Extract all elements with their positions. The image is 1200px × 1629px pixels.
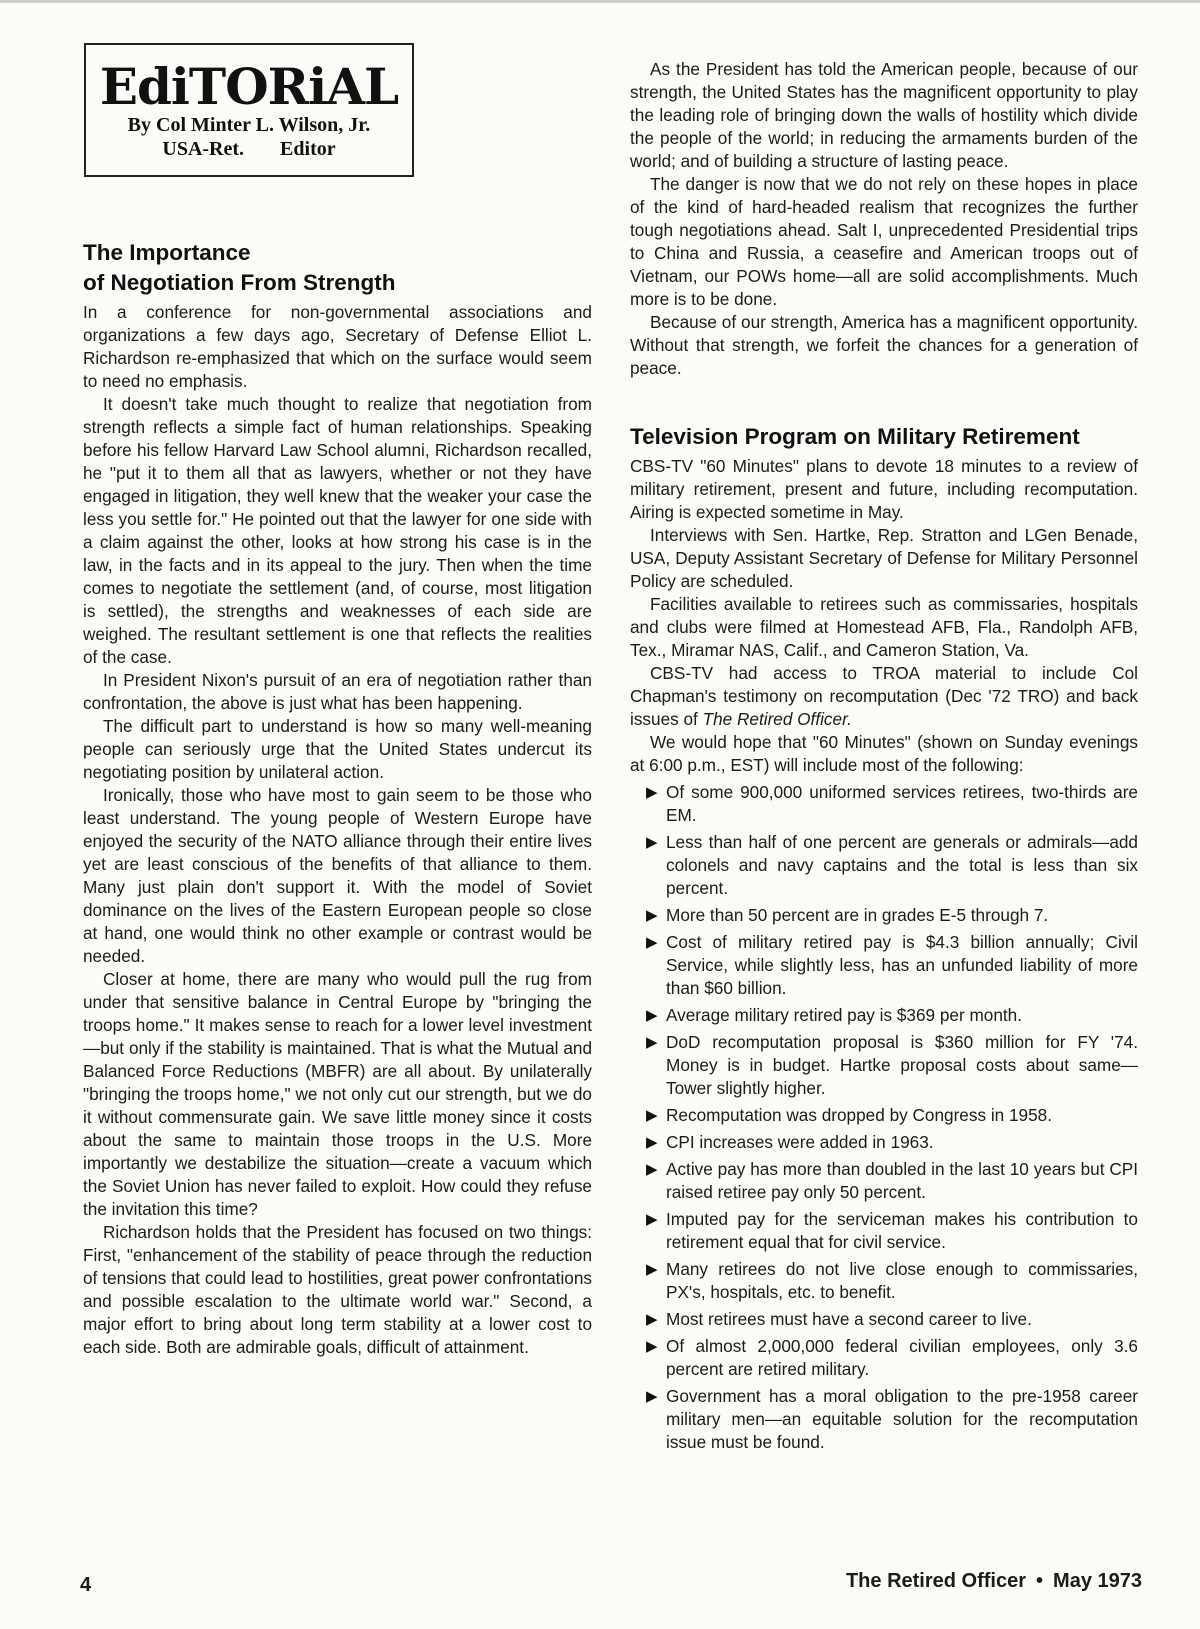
masthead-title: EdiTORiAL <box>99 57 399 116</box>
arrow-bullet-icon: ▶ <box>646 1134 658 1151</box>
list-item <box>646 1258 1138 1304</box>
list-item <box>646 831 1138 900</box>
list-item-text: Cost of military retired pay is $4.3 billion annually; Civil Service, while slightly less, has an unfunded liability of more than $60 billion. <box>666 932 1138 998</box>
list-item <box>646 904 1138 927</box>
list-item <box>646 1131 1138 1154</box>
access-text: CBS-TV had access to TROA material to include Col Chapman's testimony on recomputation (Dec '72 TRO) and back issues of <box>630 663 1138 729</box>
footer-separator: • <box>1036 1570 1044 1592</box>
footer-date: May 1973 <box>1053 1570 1142 1592</box>
masthead-rank: USA-Ret. <box>162 138 245 160</box>
article-paragraph: As the President has told the American people, because of our strength, the United States has the magnificent opportunity to play the leading role of bringing down the walls of hostility which divide the people of the world; in reducing the armaments burden of the world; and of building a structure of lasting peace. <box>630 59 1138 171</box>
article-television-title: Television Program on Military Retirement <box>630 424 1080 449</box>
article-paragraph: Ironically, those who have most to gain seem to be those who least understand. The young people of Western Europe have enjoyed the security of the NATO alliance through their entire lives yet are least conscious of the benefits of that alliance to them. Many just plain don't support it. With the model of Soviet dominance on the lives of the Eastern European people so close at hand, one would think no other example or contrast would be needed. <box>83 785 592 966</box>
arrow-bullet-icon: ▶ <box>646 834 658 851</box>
article-paragraph: CBS-TV "60 Minutes" plans to devote 18 minutes to a review of military retirement, present and future, including recomputation. Airing is expected sometime in May. <box>630 456 1138 522</box>
arrow-bullet-icon: ▶ <box>646 1261 658 1278</box>
list-item-text: Of almost 2,000,000 federal civilian employees, only 3.6 percent are retired military. <box>666 1336 1138 1379</box>
list-item-text: Most retirees must have a second career to live. <box>666 1309 1032 1329</box>
arrow-bullet-icon: ▶ <box>646 1107 658 1124</box>
article-paragraph: The danger is now that we do not rely on these hopes in place of the kind of hard-headed realism that recognizes the further tough negotiations ahead. Salt I, unprecedented Presidential trips to China and Russia, a ceasefire and American troops out of Vietnam, our POWs home—all are solid accomplishments. Much more is to be done. <box>630 174 1138 309</box>
right-column <box>630 58 1138 1458</box>
arrow-bullet-icon: ▶ <box>646 1388 658 1405</box>
list-item-text: CPI increases were added in 1963. <box>666 1132 934 1152</box>
arrow-bullet-icon: ▶ <box>646 1034 658 1051</box>
list-item-text: Average military retired pay is $369 per month. <box>666 1005 1023 1025</box>
editorial-masthead <box>84 43 414 177</box>
publication-italic: The Retired Officer. <box>702 709 852 729</box>
article-paragraph: We would hope that "60 Minutes" (shown on Sunday evenings at 6:00 p.m., EST) will include most of the following: <box>630 732 1138 775</box>
article-title-line-1: The Importance <box>83 240 251 265</box>
arrow-bullet-icon: ▶ <box>646 784 658 801</box>
arrow-bullet-icon: ▶ <box>646 934 658 951</box>
list-item-text: Of some 900,000 uniformed services retirees, two-thirds are EM. <box>666 782 1138 825</box>
arrow-bullet-icon: ▶ <box>646 1211 658 1228</box>
article-paragraph: It doesn't take much thought to realize that negotiation from strength reflects a simple fact of human relationships. Speaking before his fellow Harvard Law School alumni, Richardson recalled, he "put it to them all that as lawyers, whether or not they have engaged in litigation, they well knew that the weaker your case the less you settle for." He pointed out that the lawyer for one side with a claim against the other, looks at how strong his case is in the law, in the facts and in its appeal to the jury. Then when the time comes to negotiate the settlement (and, of course, most litigation is settled), the strengths and weaknesses of each side are weighed. The resultant settlement is one that reflects the realities of the case. <box>83 394 592 667</box>
list-item-text: Imputed pay for the serviceman makes his contribution to retirement equal that for civil service. <box>666 1209 1138 1252</box>
page-number: 4 <box>80 1574 92 1596</box>
facts-bullet-list <box>630 781 1138 1454</box>
footer-publication-line <box>802 1570 1142 1593</box>
list-item <box>646 1385 1138 1454</box>
list-item-text: More than 50 percent are in grades E-5 through 7. <box>666 905 1049 925</box>
list-item-text: Active pay has more than doubled in the last 10 years but CPI raised retiree pay only 50 percent. <box>666 1159 1138 1202</box>
footer-publication: The Retired Officer <box>845 1570 1027 1592</box>
list-item <box>646 1308 1138 1331</box>
article-paragraph: The difficult part to understand is how so many well-meaning people can seriously urge that the United States undercut its negotiating position by unilateral action. <box>83 716 592 782</box>
article-negotiation-column-left <box>83 238 592 1359</box>
arrow-bullet-icon: ▶ <box>646 907 658 924</box>
arrow-bullet-icon: ▶ <box>646 1007 658 1024</box>
list-item <box>646 1031 1138 1100</box>
article-paragraph <box>630 662 1138 731</box>
article-paragraph: In a conference for non-governmental associations and organizations a few days ago, Secretary of Defense Elliot L. Richardson re-emphasized that which on the surface would seem to need no emphasis. <box>83 302 592 391</box>
list-item <box>646 781 1138 827</box>
article-paragraph: Facilities available to retirees such as commissaries, hospitals and clubs were filmed at Homestead AFB, Fla., Randolph AFB, Tex., Miramar NAS, Calif., and Cameron Station, Va. <box>630 594 1138 660</box>
article-paragraph: Closer at home, there are many who would pull the rug from under that sensitive balance in Central Europe by "bringing the troops home." It makes sense to reach for a lower level investment—but only if the stability is maintained. That is what the Mutual and Balanced Force Reductions (MBFR) are all about. By unilaterally "bringing the troops home," we not only cut our strength, but we do it without commensurate gain. We save little money since it costs about the same to maintain those troops in the U.S. More importantly we destabilize the situation—create a vacuum which the Soviet Union has never failed to exploit. How could they refuse the invitation this time? <box>83 969 592 1219</box>
article-paragraph: Richardson holds that the President has focused on two things: First, "enhancement of the stability of peace through the reduction of tensions that could lead to hostilities, great power confrontations and possible escalation to the ultimate world war." Second, a major effort to bring about long term stability at a lower cost to each side. Both are admirable goals, difficult of attainment. <box>83 1222 592 1357</box>
list-item-text: Less than half of one percent are generals or admirals—add colonels and navy captains and the total is less than six percent. <box>666 832 1138 898</box>
masthead-editor: Editor <box>280 138 336 160</box>
article-negotiation-title <box>83 238 592 298</box>
list-item-text: Recomputation was dropped by Congress in 1958. <box>666 1105 1052 1125</box>
list-item-text: Many retirees do not live close enough to commissaries, PX's, hospitals, etc. to benefit. <box>666 1259 1138 1302</box>
article-title-line-2: of Negotiation From Strength <box>83 270 396 295</box>
page-top-rule <box>0 0 1200 3</box>
list-item <box>646 1104 1138 1127</box>
article-paragraph: Because of our strength, America has a magnificent opportunity. Without that strength, we forfeit the chances for a generation of peace. <box>630 312 1138 378</box>
list-item-text: Government has a moral obligation to the pre-1958 career military men—an equitable solution for the recomputation issue must be found. <box>666 1386 1138 1452</box>
list-item <box>646 931 1138 1000</box>
masthead-byline: By Col Minter L. Wilson, Jr. <box>127 114 371 136</box>
arrow-bullet-icon: ▶ <box>646 1338 658 1355</box>
list-item <box>646 1208 1138 1254</box>
article-paragraph: Interviews with Sen. Hartke, Rep. Stratton and LGen Benade, USA, Deputy Assistant Secretary of Defense for Military Personnel Policy are scheduled. <box>630 525 1138 591</box>
list-item <box>646 1335 1138 1381</box>
list-item <box>646 1004 1138 1027</box>
masthead-role-line <box>86 137 412 161</box>
list-item-text: DoD recomputation proposal is $360 million for FY '74. Money is in budget. Hartke proposal costs about same—Tower slightly higher. <box>666 1032 1138 1098</box>
list-item <box>646 1158 1138 1204</box>
article-paragraph: In President Nixon's pursuit of an era of negotiation rather than confrontation, the above is just what has been happening. <box>83 670 592 713</box>
arrow-bullet-icon: ▶ <box>646 1161 658 1178</box>
arrow-bullet-icon: ▶ <box>646 1311 658 1328</box>
section-spacer <box>630 380 1138 422</box>
